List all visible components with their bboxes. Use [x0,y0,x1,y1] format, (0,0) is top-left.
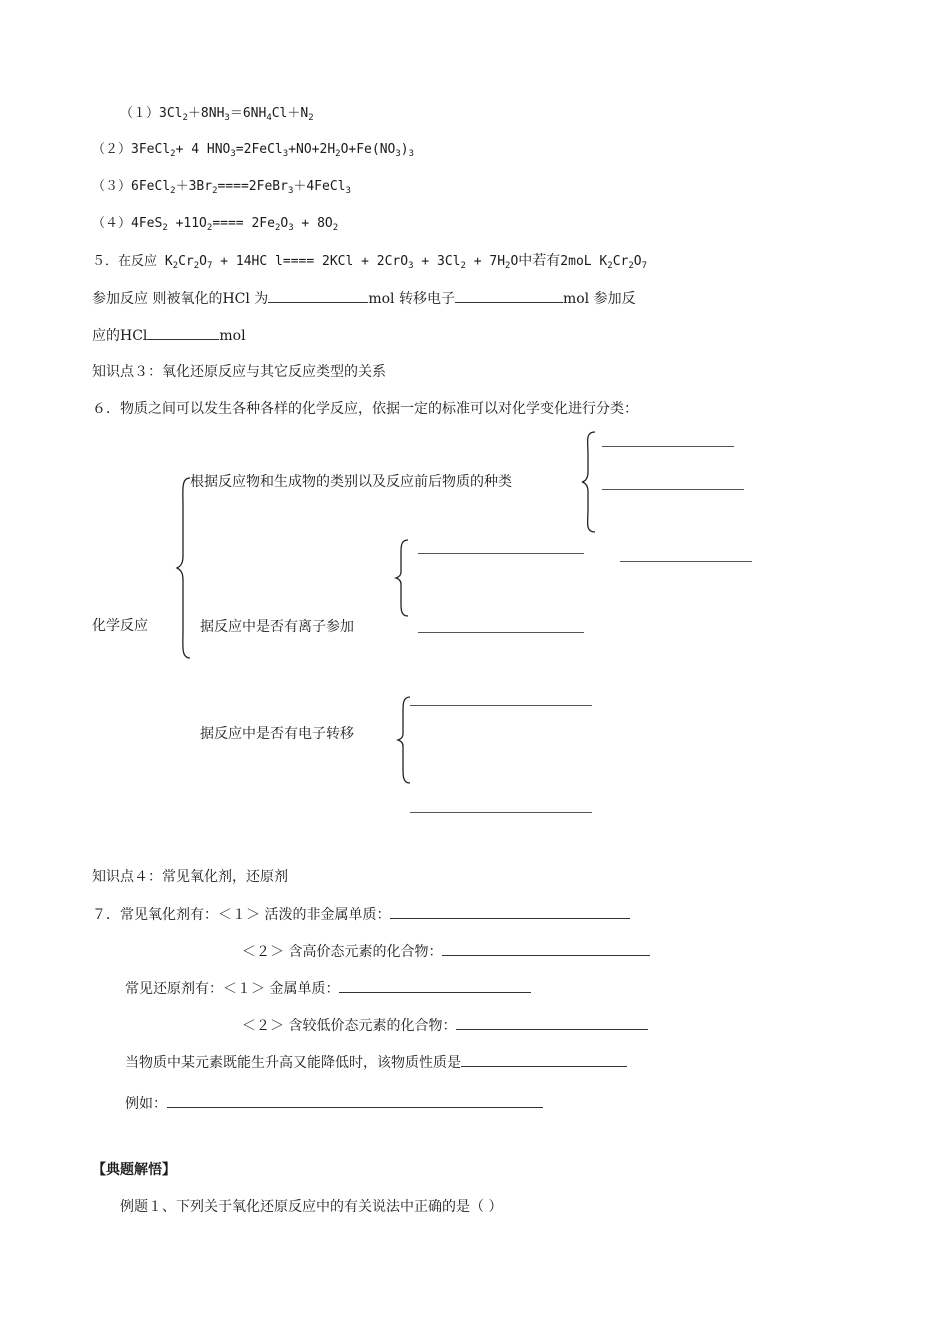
answer-line-branch2-c[interactable] [418,632,584,633]
answer-line-branch3-a[interactable] [410,705,592,706]
branch-2-label: 据反应中是否有离子参加 [200,619,354,635]
middle-brace [394,540,414,616]
lower-brace [396,697,416,783]
equation-3: $(3)6FeCl_2+3Br_2====2FeBr_3+4FeCl_3$ [92,179,351,196]
question-5-line-3: 应的HCl mol [92,325,246,346]
answer-line-branch3-b[interactable] [410,812,592,813]
answer-blank-oxidized-hcl[interactable] [268,288,368,303]
equation-1: $(1)3Cl_2+8NH_3=6NH_4Cl+N_2$ [120,106,314,123]
top-right-brace [580,432,600,532]
eq-number: （３） [92,179,132,194]
equation-2: （２）3FeCl$_2$+ 4 $HNO_3=2FeCl_3+NO+2H_2O+Fe(NO_3)_3$ [92,142,415,159]
answer-blank-oxidant-1[interactable] [390,904,630,919]
answer-blank-example[interactable] [167,1093,543,1108]
section-title: 【典题解悟】 [92,1162,176,1178]
answer-line-branch2-b[interactable] [620,561,752,562]
question-7-oxidant-1: ７．常见氧化剂有：＜１＞ 活泼的非金属单质： [92,904,630,925]
knowledge-point-3: 知识点３：氧化还原反应与其它反应类型的关系 [92,364,386,380]
answer-line-branch2-a[interactable] [418,553,584,554]
question-7-oxidant-2: ＜２＞ 含高价态元素的化合物： [242,941,650,962]
eq-number: （４） [92,216,132,231]
answer-blank-reductant-1[interactable] [339,978,531,993]
answer-blank-property[interactable] [461,1052,627,1067]
branch-3-label: 据反应中是否有电子转移 [200,726,354,742]
branch-1-label: 根据反应物和生成物的类别以及反应前后物质的种类 [190,474,512,490]
answer-blank-electrons[interactable] [455,288,563,303]
answer-blank-reductant-2[interactable] [456,1015,648,1030]
answer-line-branch1-b[interactable] [602,489,744,490]
root-label: 化学反应 [92,618,148,634]
question-5-line-1: ５．在反应 $K_2Cr_2O_7 + 14HC$ $l==== 2KCl + 2CrO_3 + 3Cl_2 + 7H_2O$中若有2moL $K_2Cr_2O_7$ [92,253,648,271]
question-7-both: 当物质中某元素既能生升高又能降低时，该物质性质是 [125,1052,627,1073]
answer-blank-oxidant-2[interactable] [442,941,650,956]
question-7-reductant-2: ＜２＞ 含较低价态元素的化合物： [242,1015,648,1036]
main-brace [174,478,194,658]
equation-4: $(4)4FeS_2 +11O_2==== 2Fe_2O_3 + 8O_2$ [92,216,339,233]
question-6-intro: ６．物质之间可以发生各种各样的化学反应，依据一定的标准可以对化学变化进行分类： [92,401,638,417]
answer-blank-reacting-hcl[interactable] [147,325,219,340]
knowledge-point-4: 知识点４：常见氧化剂，还原剂 [92,869,288,885]
eq-number: （２） [92,142,132,157]
question-5-line-2: 参加反应 则被氧化的HCl 为 mol 转移电子 mol 参加反 [92,288,636,309]
answer-line-branch1-a[interactable] [602,446,734,447]
question-7-example: 例如： [125,1093,543,1114]
question-7-reductant-1: 常见还原剂有：＜１＞ 金属单质： [125,978,531,999]
example-1: 例题１、下列关于氧化还原反应中的有关说法中正确的是（ ） [120,1199,503,1215]
eq-number: （１） [120,106,160,121]
